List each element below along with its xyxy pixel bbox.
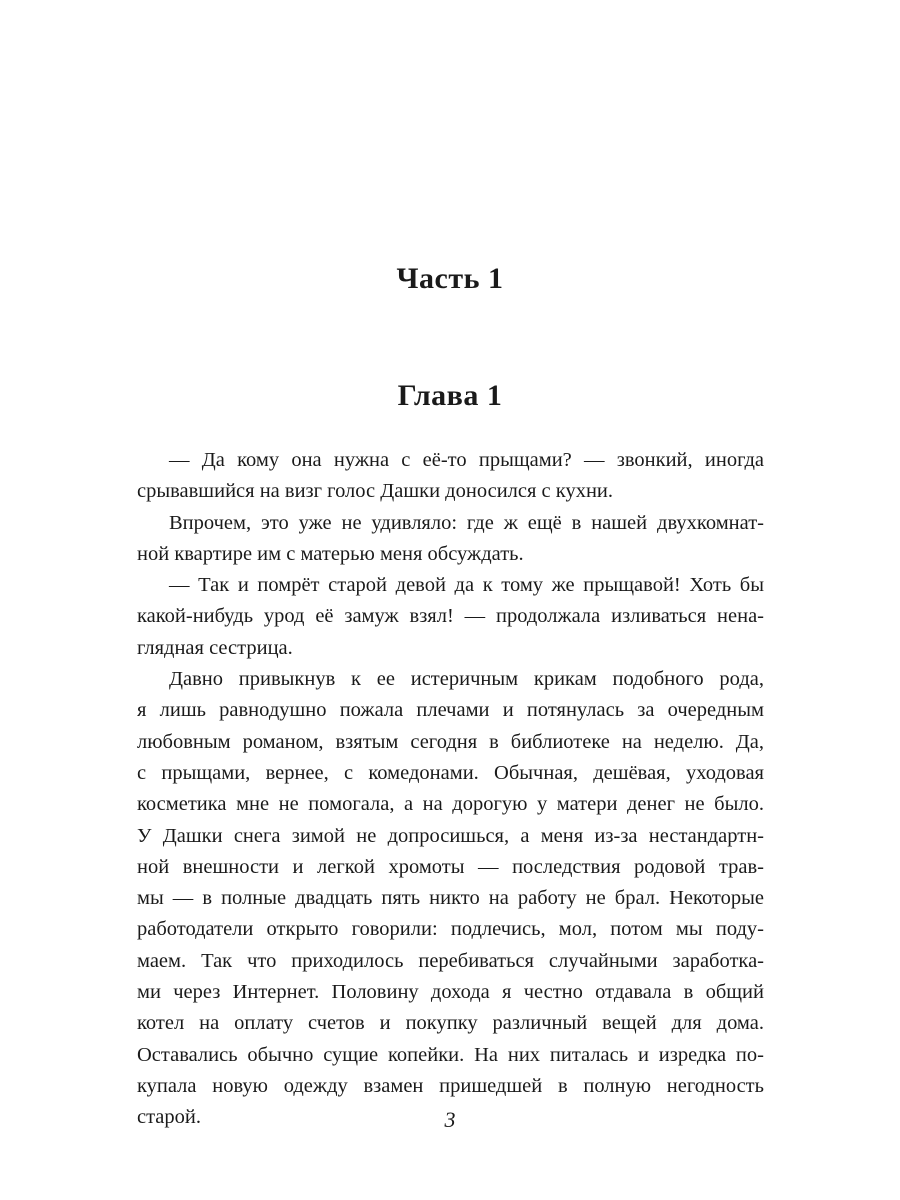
text-line: Давно привыкнув к ее истеричным крикам подобного рода, (169, 668, 764, 691)
text-line: ной квартире им с матерью меня обсуждать. (137, 542, 524, 565)
text-line: я лишь равнодушно пожала плечами и потянулась за очередным (137, 699, 764, 722)
text-line: работодатели открыто говорили: подлечись, мол, потом мы поду- (137, 918, 764, 941)
text-line: глядная сестрица. (137, 636, 293, 659)
text-line: срывавшийся на визг голос Дашки доносился с кухни. (137, 480, 614, 503)
text-line: какой-нибудь урод её замуж взял! — продолжала изливаться нена- (137, 605, 764, 628)
text-line: купала новую одежду взамен пришедшей в полную негодность (137, 1074, 764, 1097)
text-line: — Так и помрёт старой девой да к тому же прыщавой! Хоть бы (169, 574, 764, 597)
page-number: 3 (444, 1107, 456, 1132)
text-line: У Дашки снега зимой не допросишься, а меня из-за нестандартн- (137, 824, 764, 847)
text-line: старой. (137, 1106, 202, 1129)
body-text (137, 445, 764, 1134)
text-line: любовным романом, взятым сегодня в библиотеке на неделю. Да, (137, 730, 764, 753)
part-title: Часть 1 (396, 262, 504, 295)
text-line: Впрочем, это уже не удивляло: где ж ещё в нашей двухкомнат- (169, 511, 764, 534)
text-line: котел на оплату счетов и покупку различный вещей для дома. (137, 1012, 764, 1035)
text-line: косметика мне не помогала, а на дорогую у матери денег не было. (137, 793, 764, 816)
chapter-title: Глава 1 (397, 379, 503, 412)
text-line: маем. Так что приходилось перебиваться случайными заработка- (137, 949, 764, 972)
text-line: Оставались обычно сущие копейки. На них питалась и изредка по- (137, 1043, 764, 1066)
text-line: ми через Интернет. Половину дохода я честно отдавала в общий (137, 981, 764, 1004)
text-line: ной внешности и легкой хромоты — последствия родовой трав- (137, 855, 764, 878)
text-line: с прыщами, вернее, с комедонами. Обычная, дешёвая, уходовая (137, 761, 764, 784)
text-line: — Да кому она нужна с её-то прыщами? — звонкий, иногда (169, 449, 764, 471)
text-line: мы — в полные двадцать пять никто на работу не брал. Некоторые (137, 887, 764, 910)
